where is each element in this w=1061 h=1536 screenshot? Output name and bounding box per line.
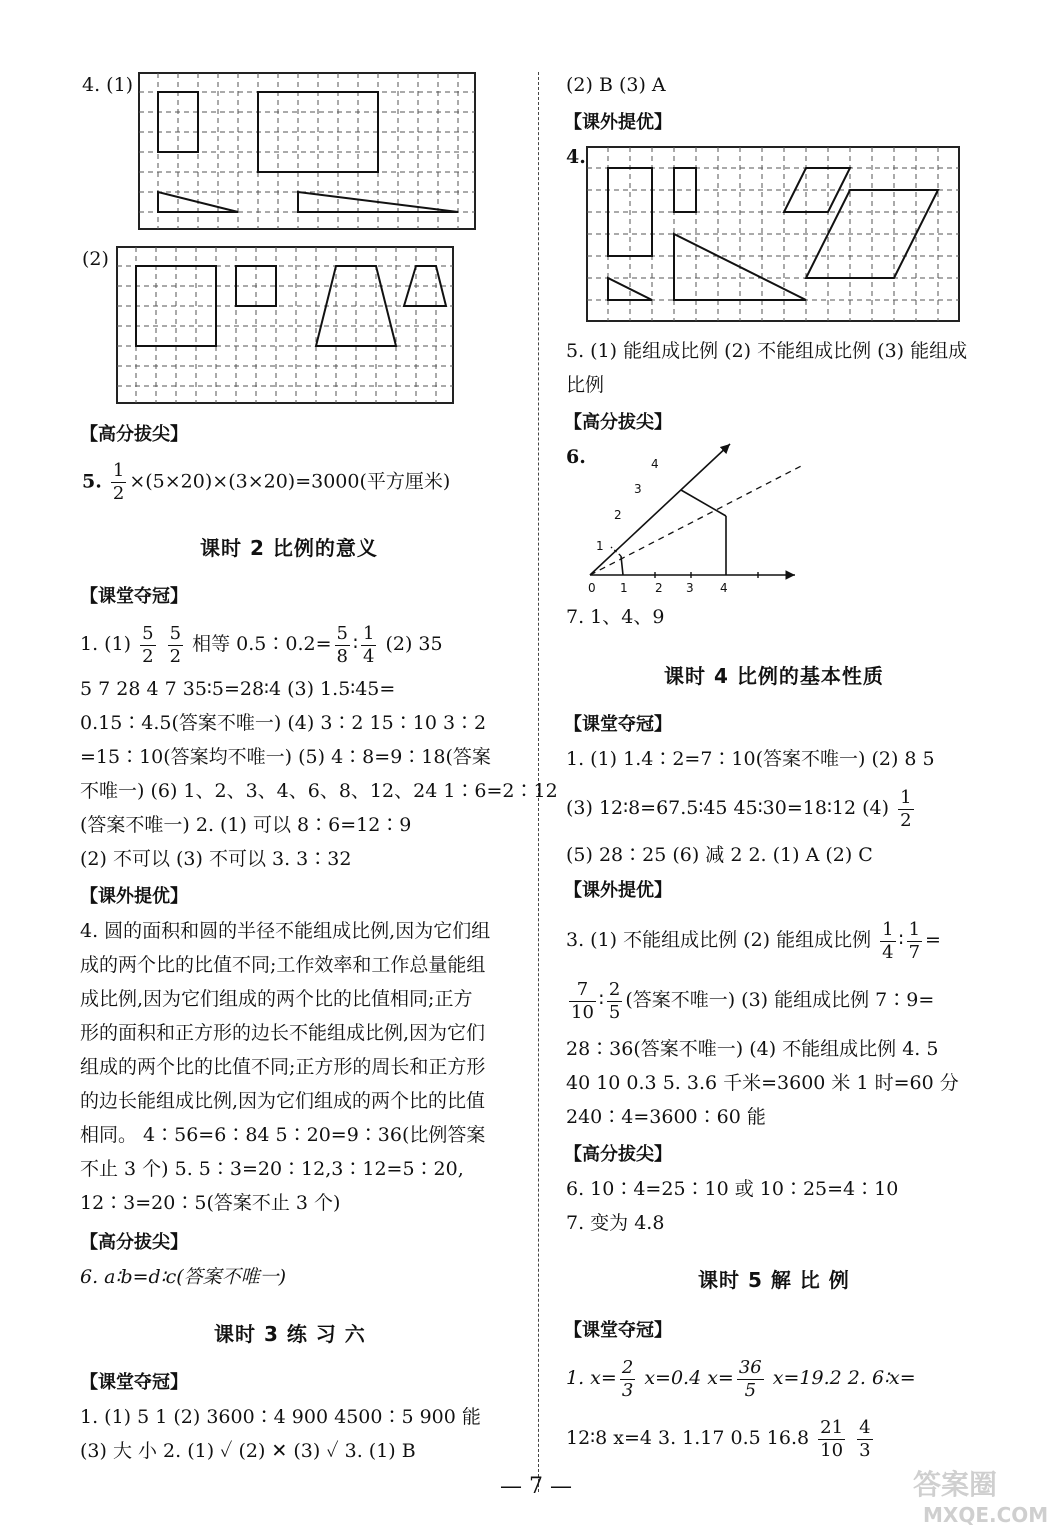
denominator: 10 [820, 1439, 844, 1461]
watermark-logo [905, 1460, 1055, 1530]
text: x=19.2 2. 6∶x= [772, 1367, 916, 1389]
watermark-text: 答案圈 [913, 1468, 998, 1501]
numerator: 2 [608, 978, 621, 1000]
r-line-1: (2) B (3) A [566, 74, 666, 96]
numerator: 5 [142, 622, 154, 644]
lesson-2-title: 课时 2 比例的意义 [200, 536, 378, 560]
section-header-ketang: 【课堂夺冠】 [80, 1372, 188, 1393]
l2-q6: 6. a∶b=d∶c(答案不唯一) [80, 1266, 287, 1288]
r-q7: 7. 1、4、9 [566, 606, 665, 628]
l2-line-4: =15∶10(答案均不唯一) (5) 4∶8=9∶18(答案 [80, 746, 491, 768]
text: ∶ [353, 633, 358, 655]
section-header-ketang: 【课堂夺冠】 [564, 1320, 672, 1341]
text: ∶ [898, 929, 904, 951]
text: 相等 0.5∶0.2= [192, 633, 332, 655]
denominator: 2 [169, 645, 182, 667]
l4-q3-line-1 [566, 918, 941, 964]
l2-q4-line-3: 成比例,因为它们组成的两个比的比值相同;正方 [80, 988, 473, 1010]
text: 1. (1) [80, 633, 132, 655]
l2-line-7: (2) 不可以 (3) 不可以 3. 3∶32 [80, 848, 352, 870]
r-q6-label: 6. [566, 446, 586, 468]
section-header-ketang: 【课堂夺冠】 [564, 714, 672, 735]
denominator: 8 [336, 645, 348, 667]
l4-line-1: 1. (1) 1.4∶2=7∶10(答案不唯一) (2) 8 5 [566, 748, 935, 770]
fraction [361, 623, 376, 668]
denominator: 2 [142, 645, 154, 667]
fraction [898, 787, 913, 832]
section-header-gaofen: 【高分拔尖】 [80, 424, 188, 445]
l4-line-8: 240∶4=3600∶60 能 [566, 1106, 766, 1128]
l5-line-2 [566, 1416, 876, 1462]
r-q5-line-2: 比例 [566, 374, 605, 396]
numerator: 2 [621, 1356, 634, 1378]
denominator: 2 [900, 809, 912, 831]
l2-line-6: (答案不唯一) 2. (1) 可以 8∶6=12∶9 [80, 814, 412, 836]
denominator: 2 [112, 483, 125, 504]
l2-q4-line-7: 相同。 4∶56=6∶84 5∶20=9∶36(比例答案 [80, 1124, 486, 1146]
text: 3. (1) 不能组成比例 (2) 能组成比例 [566, 929, 872, 951]
q4-2-label: (2) [82, 248, 109, 270]
text: (3) 12∶8=67.5∶45 45∶30=18∶12 (4) [566, 797, 890, 819]
l2-line-1 [80, 622, 443, 668]
text: (2) 35 [385, 633, 443, 655]
denominator: 7 [908, 941, 921, 963]
section-header-gaofen: 【高分拔尖】 [564, 412, 672, 433]
text: (答案不唯一) (3) 能组成比例 7∶9= [625, 989, 935, 1011]
ray-tick-label: 3 [634, 482, 642, 496]
text: = [925, 929, 941, 951]
numerator: 1 [882, 918, 894, 940]
q5-answer [82, 460, 450, 505]
l2-line-5: 不唯一) (6) 1、2、3、4、6、8、12、24 1∶6=2∶12 [80, 780, 558, 802]
numerator: 1 [362, 622, 375, 644]
l4-q7: 7. 变为 4.8 [566, 1212, 665, 1234]
denominator: 4 [362, 645, 375, 667]
numerator: 21 [820, 1416, 844, 1438]
numerator: 36 [738, 1356, 762, 1378]
fraction [140, 623, 155, 668]
l4-q6: 6. 10∶4=25∶10 或 10∶25=4∶10 [566, 1178, 899, 1200]
l2-q4-line-8: 不止 3 个) 5. 5∶3=20∶12,3∶12=5∶20, [80, 1158, 464, 1180]
lesson-5-title: 课时 5 解 比 例 [698, 1268, 850, 1292]
l2-line-3: 0.15∶4.5(答案不唯一) (4) 3∶2 15∶10 3∶2 [80, 712, 487, 734]
q5-number: 5. [82, 470, 102, 493]
segment [681, 490, 726, 516]
l3-line-2: (3) 大 小 2. (1) ✓ (2) ✕ (3) ✓ 3. (1) B [80, 1440, 416, 1462]
ray [590, 444, 730, 575]
numerator: 5 [336, 622, 348, 644]
ray-diagram [580, 442, 810, 594]
text: 12∶8 x=4 3. 1.17 0.5 16.8 [566, 1427, 810, 1449]
fraction [907, 919, 922, 964]
axis-tick-label: 0 [588, 581, 596, 594]
text: x=0.4 x= [644, 1367, 734, 1389]
lesson-3-title: 课时 3 练 习 六 [214, 1322, 366, 1346]
text: ∶ [598, 989, 604, 1011]
l2-q4-line-1: 4. 圆的面积和圆的半径不能组成比例,因为它们组 [80, 920, 491, 942]
segment [621, 556, 623, 575]
ray-tick-label: 1 [596, 539, 604, 553]
axis-tick-label: 3 [686, 581, 694, 594]
grid-figure-q4-2 [116, 246, 454, 404]
denominator: 10 [571, 1001, 594, 1023]
text: 1. x= [566, 1367, 617, 1389]
section-header-kewai: 【课外提优】 [80, 886, 188, 907]
page-number: — 7 — [500, 1474, 572, 1499]
ray-tick-label: 4 [651, 457, 659, 471]
r-q4-label: 4. [566, 146, 586, 168]
section-header-kewai: 【课外提优】 [564, 112, 672, 133]
section-header-kewai: 【课外提优】 [564, 880, 672, 901]
fraction [335, 623, 350, 668]
l4-line-7: 40 10 0.3 5. 3.6 千米=3600 米 1 时=60 分 [566, 1072, 959, 1094]
l4-line-6: 28∶36(答案不唯一) (4) 不能组成比例 4. 5 [566, 1038, 939, 1060]
denominator: 3 [859, 1439, 871, 1461]
dashed-ray [590, 464, 805, 575]
numerator: 1 [112, 460, 125, 481]
grid-figure-q4-1 [138, 72, 476, 230]
denominator: 3 [621, 1379, 634, 1401]
denominator: 4 [882, 941, 894, 963]
fraction [607, 979, 622, 1024]
numerator: 1 [908, 918, 921, 940]
fraction [857, 1417, 872, 1462]
fraction [880, 919, 895, 964]
l2-q4-line-2: 成的两个比的比值不同;工作效率和工作总量能组 [80, 954, 486, 976]
grid-figure-r-q4 [586, 146, 960, 322]
r-q5-line-1: 5. (1) 能组成比例 (2) 不能组成比例 (3) 能组成 [566, 340, 968, 362]
ray-tick-label: 2 [614, 508, 622, 522]
numerator: 5 [169, 622, 182, 644]
l4-q3-line-2 [566, 978, 934, 1024]
section-header-gaofen: 【高分拔尖】 [564, 1144, 672, 1165]
section-header-ketang: 【课堂夺冠】 [80, 586, 188, 607]
fraction [818, 1417, 845, 1462]
numerator: 1 [900, 786, 912, 808]
denominator: 5 [744, 1379, 757, 1401]
fraction [737, 1357, 764, 1402]
fraction [111, 460, 126, 505]
l2-q4-line-9: 12∶3=20∶5(答案不止 3 个) [80, 1192, 341, 1214]
fraction [569, 979, 596, 1024]
axis-tick-label: 4 [720, 581, 728, 594]
q5-expression: ×(5×20)×(3×20)=3000(平方厘米) [129, 470, 451, 493]
l3-line-1: 1. (1) 5 1 (2) 3600∶4 900 4500∶5 900 能 [80, 1406, 481, 1428]
l2-q4-line-5: 组成的两个比的比值不同;正方形的周长和正方形 [80, 1056, 486, 1078]
svg-text:MXQE.COM: MXQE.COM [923, 1503, 1049, 1527]
l5-line-1 [566, 1356, 916, 1402]
fraction [168, 623, 183, 668]
numerator: 4 [859, 1416, 871, 1438]
l4-line-2 [566, 786, 917, 832]
section-header-gaofen: 【高分拔尖】 [80, 1232, 188, 1253]
l2-q4-line-4: 形的面积和正方形的边长不能组成比例,因为它们 [80, 1022, 486, 1044]
denominator: 5 [608, 1001, 621, 1023]
lesson-4-title: 课时 4 比例的基本性质 [664, 664, 884, 688]
axis-tick-label: 1 [620, 581, 628, 594]
axis-tick-label: 2 [655, 581, 663, 594]
l2-q4-line-6: 的边长能组成比例,因为它们组成的两个比的比值 [80, 1090, 486, 1112]
numerator: 7 [569, 979, 596, 1002]
q4-1-label: 4. (1) [82, 74, 134, 96]
l2-line-2: 5 7 28 4 7 35∶5=28∶4 (3) 1.5∶45= [80, 678, 396, 700]
fraction [620, 1357, 635, 1402]
l4-line-3: (5) 28∶25 (6) 减 2 2. (1) A (2) C [566, 844, 873, 866]
